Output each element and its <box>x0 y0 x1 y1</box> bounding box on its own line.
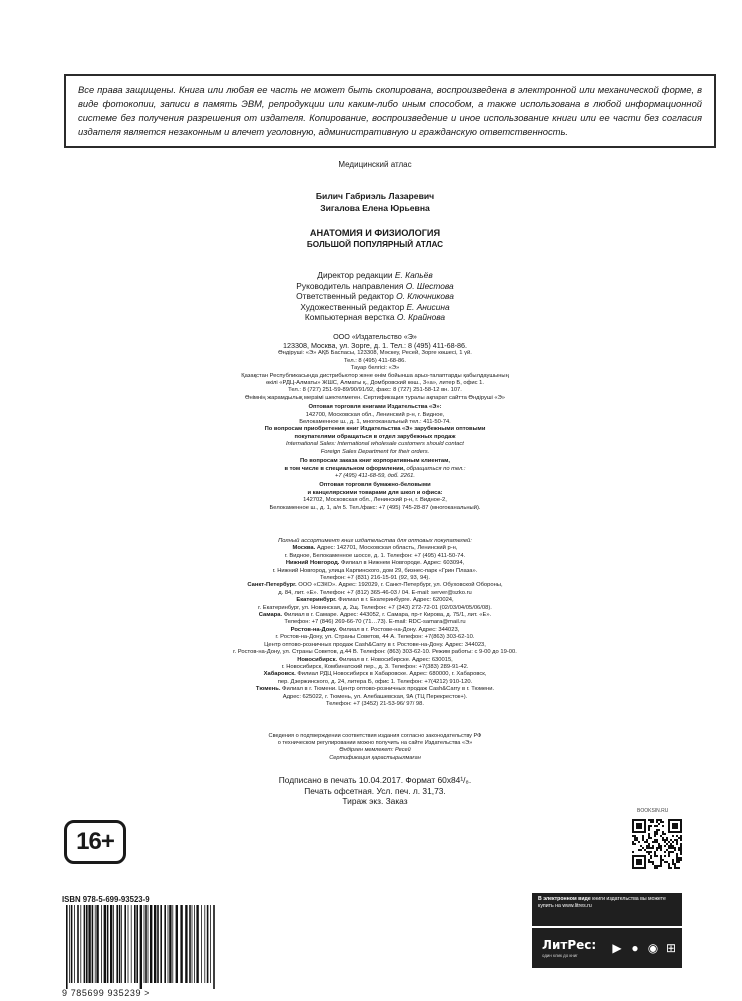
isbn: ISBN 978-5-699-93523-9 <box>62 895 150 904</box>
authors <box>130 190 620 214</box>
publisher-name: ООО «Издательство «Э» <box>333 332 417 341</box>
publisher-address: 123308, Москва, ул. Зорге, д. 1. Тел.: 8 (495) 411-68-86. <box>282 341 468 351</box>
wholesale-info: Оптовая торговля книгами Издательства «Э»: 142700, Московская обл., Ленинский р-н, г. Видное, Белокаменное ш., д. 1, многоканальный тел.: 411-50-74. <box>299 404 451 426</box>
litres-promo[interactable]: В электронном виде книги издательства вы можете купить на www.litres.ru <box>532 893 682 926</box>
distribution-line: г. Видное, Белокаменное шоссе, д. 1. Телефон: +7 (495) 411-50-74. <box>284 552 466 559</box>
copyright-notice: Все права защищены. Книга или любая ее часть не может быть скопирована, воспроизведена в электронной или механической форме, в виде фотокопии, записи в память ЭВМ, репродукции или каким-либо иным способом, а также использована в любой информационной системе без получения разрешения от издателя. Копирование, воспроизведение и иное использование книги или ее части без согласия издателя является незаконным и влечет уголовную, административную и гражданскую ответственность. <box>64 74 716 148</box>
distribution-line: Ростов-на-Дону. Филиал в г. Ростове-на-Дону. Адрес: 344023, <box>290 626 460 633</box>
distribution-line: Новосибирск. Филиал в г. Новосибирске. Адрес: 630015, <box>297 656 453 663</box>
age-rating-badge: 16+ <box>64 820 126 864</box>
distribution-line: Тюмень. Филиал в г. Тюмени. Центр оптово-розничных продаж Cash&Carry в г. Тюмени. <box>255 686 495 693</box>
distribution-line: д. 84, лит. «Е». Телефон: +7 (812) 365-46-03 / 04. E-mail: server@szko.ru <box>278 589 472 596</box>
barcode-digits: 9 785699 935239 > <box>62 988 151 998</box>
litres-tagline: один клик до книг <box>542 953 578 958</box>
distribution-line: пер. Дзержинского, д. 24, литера Б, офис 1. Телефон: +7(4212) 910-120. <box>277 678 473 685</box>
distribution-line: г. Новосибирск, Комбинатский пер., д. 3. Телефон: +7(383) 289-91-42. <box>281 663 469 670</box>
stationery-info: Оптовая торговля бумажно-беловыми и канцелярскими товарами для школ и офиса: 142702, Московская обл., Ленинский р-н, г. Видное-2, Белокаменное ш., д. 1, а/я 5. Тел./факс: +7 (495) 745-28-87 (многоканальный). <box>269 482 481 511</box>
staff-row: Директор редакции Е. Капьёв <box>317 270 433 280</box>
apple-icon[interactable]: ● <box>631 941 639 955</box>
distribution-line: г. Ростов-на-Дону, ул. Страны Советов, д.44 В. Телефон: (863) 303-62-10. Режим работы: с 9-00 до 19-00. <box>233 649 517 656</box>
author-1: Билич Габриэль Лазаревич <box>315 191 435 201</box>
distribution-line: Хабаровск. Филиал РДЦ Новосибирск в Хабаровске. Адрес: 680000, г. Хабаровск, <box>263 671 487 678</box>
distribution-line: Нижний Новгород. Филиал в Нижнем Новгороде. Адрес: 603094, <box>285 560 465 567</box>
distribution-list <box>130 538 620 708</box>
distribution-line: Адрес: 625022, г. Тюмень, ул. Алебашевская, 9А (ТЦ Перекресток+). <box>282 693 468 700</box>
distribution-line: Санкт-Петербург. ООО «СЗКО». Адрес: 192029, г. Санкт-Петербург, ул. Обуховской Обороны, <box>247 582 503 589</box>
distribution-line: Москва. Адрес: 142701, Московская область, Ленинский р-н, <box>292 545 458 552</box>
series-label: Медицинский атлас <box>338 160 412 169</box>
staff-row: Ответственный редактор О. Ключникова <box>296 291 454 301</box>
distribution-line: Центр оптово-розничных продаж Cash&Carry в г. Ростове-на-Дону. Адрес: 344023, <box>264 641 486 648</box>
corporate-info: По вопросам заказа книг корпоративным клиентам, в том числе в специальном оформлении, обращаться по тел.: +7 (495) 411-68-59, доб. 2261. <box>284 458 466 479</box>
distribution-line: г. Екатеринбург, ул. Новинская, д. 2щ. Телефон: +7 (343) 272-72-01 (02/03/04/05/06/08). <box>258 604 492 611</box>
isbn-barcode <box>62 905 222 989</box>
distribution-line: Телефон: +7 (846) 269-66-70 (71…73). E-mail: RDC-samara@mail.ru <box>284 619 466 626</box>
book-subtitle: БОЛЬШОЙ ПОПУЛЯРНЫЙ АТЛАС <box>306 240 444 249</box>
distribution-line: г. Нижний Новгород, улица Карпинского, дом 29, бизнес-парк «Грин Плаза». <box>272 567 478 574</box>
distribution-line: Телефон: +7 (831) 216-15-91 (92, 93, 94). <box>320 575 430 582</box>
staff-row: Компьютерная верстка О. Крайнова <box>304 312 446 322</box>
author-2: Зигалова Елена Юрьевна <box>320 203 430 213</box>
distribution-line: Телефон: +7 (3452) 21-53-96/ 97/ 98. <box>325 700 424 707</box>
qr-code[interactable] <box>632 816 682 872</box>
staff-row: Художественный редактор Е. Анисина <box>300 301 450 312</box>
publisher-block <box>130 332 620 512</box>
printing-info: Подписано в печать 10.04.2017. Формат 60x84¹/₈. Печать офсетная. Усл. печ. л. 31,73. Тираж экз. Заказ <box>278 775 472 806</box>
google-play-icon[interactable]: ▶ <box>612 941 622 955</box>
certification-info: Сведения о подтверждении соответствия издания согласно законодательству РФ о техническом регулировании можно получить на сайте Издательства «Э» Өндірген мемлекет: Ресей Сертификация қарастырылмаған <box>268 733 482 761</box>
foreign-sales-info: По вопросам приобретения книг Издательства «Э» зарубежными оптовыми покупателями обращаться в отдел зарубежных продаж International Sales: International wholesale customers should contact Foreign Sales Department for their orders. <box>264 426 486 455</box>
distribution-line: г. Ростов-на-Дону, ул. Страны Советов, 44 А. Телефон: +7(863) 303-62-10. <box>275 634 475 641</box>
distribution-line: Екатеринбург. Филиал в г. Екатеринбурге. Адрес: 620024, <box>296 597 454 604</box>
editorial-staff <box>130 270 620 323</box>
windows-icon[interactable]: ⊞ <box>665 941 677 955</box>
android-icon[interactable]: ◉ <box>647 941 659 955</box>
qr-label: BOOKSIN.RU <box>637 808 669 814</box>
staff-row: Руководитель направления О. Шестова <box>296 280 454 291</box>
distribution-line: Самара. Филиал в г. Самаре. Адрес: 443052, г. Самара, пр-т Кирова, д. 75/1, лит. «Е». <box>258 612 492 619</box>
distribution-line: Полный ассортимент книг издательства для оптовых покупателей: <box>278 538 472 544</box>
book-title: АНАТОМИЯ И ФИЗИОЛОГИЯ <box>309 228 441 238</box>
kz-info: Өндіруші: «Э» АҚБ Баспасы, 123308, Мәскеу, Ресей, Зорге көшесі, 1 үй. Тел.: 8 (495) 411-68-86. Тауар белгісі: «Э» Қазақстан Республикасында дистрибьютор және өнім бойынша арыз-талаптарды қабылдаушының өкілі «РДЦ-Алматы» ЖШС, Алматы қ., Домбровский көш., 3«а», литер Б, офис 1. Тел.: 8 (727) 251-59-89/90/91/92, факс: 8 (727) 251-58-12 вн. 107. Өнімнің жарамдылық мерзімі шектелмеген. Сертификация туралы ақпарат сайтта Өндіруші «Э» <box>241 350 509 401</box>
litres-logo: ЛитРес: <box>542 938 597 952</box>
